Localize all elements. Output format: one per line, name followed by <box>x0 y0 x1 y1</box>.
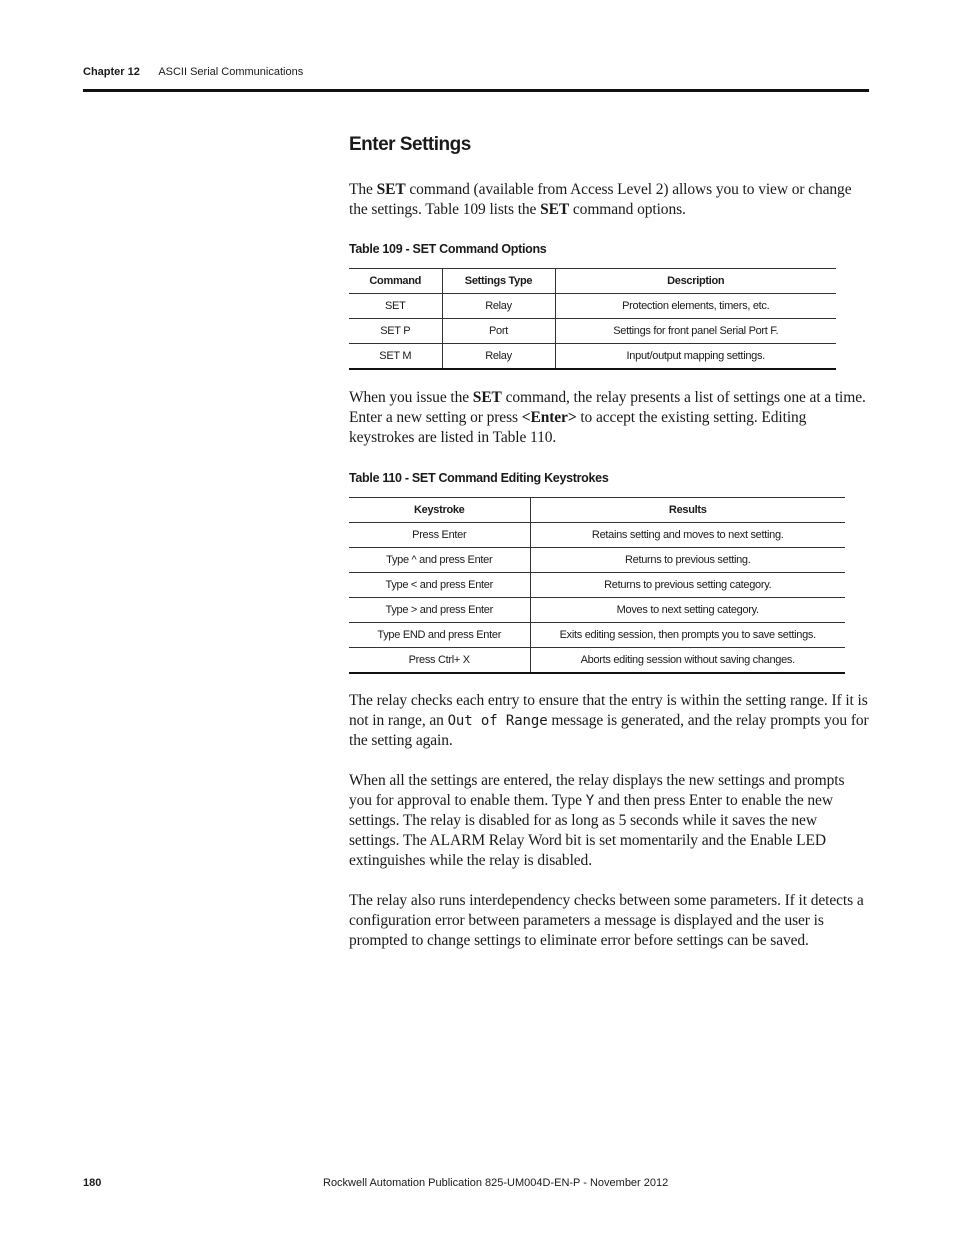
column-header: Results <box>530 498 845 523</box>
table-cell: Press Enter <box>349 523 530 548</box>
column-header: Keystroke <box>349 498 530 523</box>
chapter-title: ASCII Serial Communications <box>158 66 304 78</box>
editing-keystrokes-table <box>349 497 845 674</box>
table-cell: Retains setting and moves to next setting. <box>530 523 845 548</box>
table-row <box>349 623 845 648</box>
table-cell: Settings for front panel Serial Port F. <box>555 319 836 344</box>
table-109-caption: Table 109 - SET Command Options <box>349 242 547 256</box>
text-run: The relay checks each entry to ensure that the entry is within the setting range. If it is not in range, an <box>349 692 868 729</box>
text-run: The <box>349 181 377 198</box>
bold-run: SET <box>540 201 570 218</box>
publication-info: Rockwell Automation Publication 825-UM004D-EN-P - November 2012 <box>323 1177 669 1189</box>
table-cell: Exits editing session, then prompts you to save settings. <box>530 623 845 648</box>
range-check-paragraph <box>349 691 871 751</box>
table-header-row <box>349 269 836 294</box>
table-cell: SET M <box>349 344 442 370</box>
text-run: message is generated, and the relay prompts you for the setting again. <box>349 712 869 749</box>
table-cell: Protection elements, timers, etc. <box>555 294 836 319</box>
table-row <box>349 648 845 674</box>
code-run: Y <box>585 793 595 809</box>
table-cell: Relay <box>442 294 555 319</box>
intro-paragraph <box>349 180 871 220</box>
table-cell: SET <box>349 294 442 319</box>
table-110-caption: Table 110 - SET Command Editing Keystrokes <box>349 471 609 485</box>
table-cell: Port <box>442 319 555 344</box>
table-cell: Aborts editing session without saving changes. <box>530 648 845 674</box>
text-run: When you issue the <box>349 389 473 406</box>
text-run: command (available from Access Level 2) allows you to view or change the settings. Table 109 lists the <box>349 181 852 218</box>
text-run: When all the settings are entered, the relay displays the new settings and prompts you for approval to enable them. Type <box>349 772 845 809</box>
approval-paragraph <box>349 771 871 871</box>
header-rule <box>83 89 869 92</box>
table-cell: Type < and press Enter <box>349 573 530 598</box>
bold-run: <Enter> <box>521 409 577 426</box>
page-number: 180 <box>83 1177 102 1189</box>
table-cell: Type END and press Enter <box>349 623 530 648</box>
table-row <box>349 598 845 623</box>
column-header: Settings Type <box>442 269 555 294</box>
main-content <box>349 134 871 951</box>
table-row <box>349 294 836 319</box>
page-header <box>83 66 869 78</box>
table-cell: Returns to previous setting. <box>530 548 845 573</box>
table-row <box>349 319 836 344</box>
table-cell: Type > and press Enter <box>349 598 530 623</box>
text-run: command, the relay presents a list of settings one at a time. Enter a new setting or press <box>349 389 866 426</box>
table-cell: SET P <box>349 319 442 344</box>
editing-paragraph <box>349 388 871 448</box>
bold-run: SET <box>376 181 406 198</box>
column-header: Description <box>555 269 836 294</box>
table-cell: Moves to next setting category. <box>530 598 845 623</box>
section-title: Enter Settings <box>349 134 471 155</box>
table-cell: Relay <box>442 344 555 370</box>
chapter-label: Chapter 12 <box>83 66 140 78</box>
table-row <box>349 523 845 548</box>
text-run: to accept the existing setting. Editing keystrokes are listed in Table 110. <box>349 409 807 446</box>
table-row <box>349 344 836 370</box>
text-run: command options. <box>569 201 686 218</box>
table-row <box>349 548 845 573</box>
column-header: Command <box>349 269 442 294</box>
set-command-options-table <box>349 268 836 370</box>
table-cell: Input/output mapping settings. <box>555 344 836 370</box>
code-run: Out of Range <box>447 713 548 729</box>
text-run: and then press Enter to enable the new settings. The relay is disabled for as long as 5 seconds while it saves the new settings. The ALARM Relay Word bit is set momentarily and the Enable LED extinguishes while the relay is disabled. <box>349 792 833 869</box>
bold-run: SET <box>472 389 502 406</box>
table-header-row <box>349 498 845 523</box>
table-cell: Returns to previous setting category. <box>530 573 845 598</box>
interdependency-paragraph: The relay also runs interdependency checks between some parameters. If it detects a configuration error between parameters a message is displayed and the user is prompted to change settings to eliminate error before settings can be saved. <box>349 892 864 949</box>
table-cell: Type ^ and press Enter <box>349 548 530 573</box>
table-cell: Press Ctrl+ X <box>349 648 530 674</box>
table-row <box>349 573 845 598</box>
